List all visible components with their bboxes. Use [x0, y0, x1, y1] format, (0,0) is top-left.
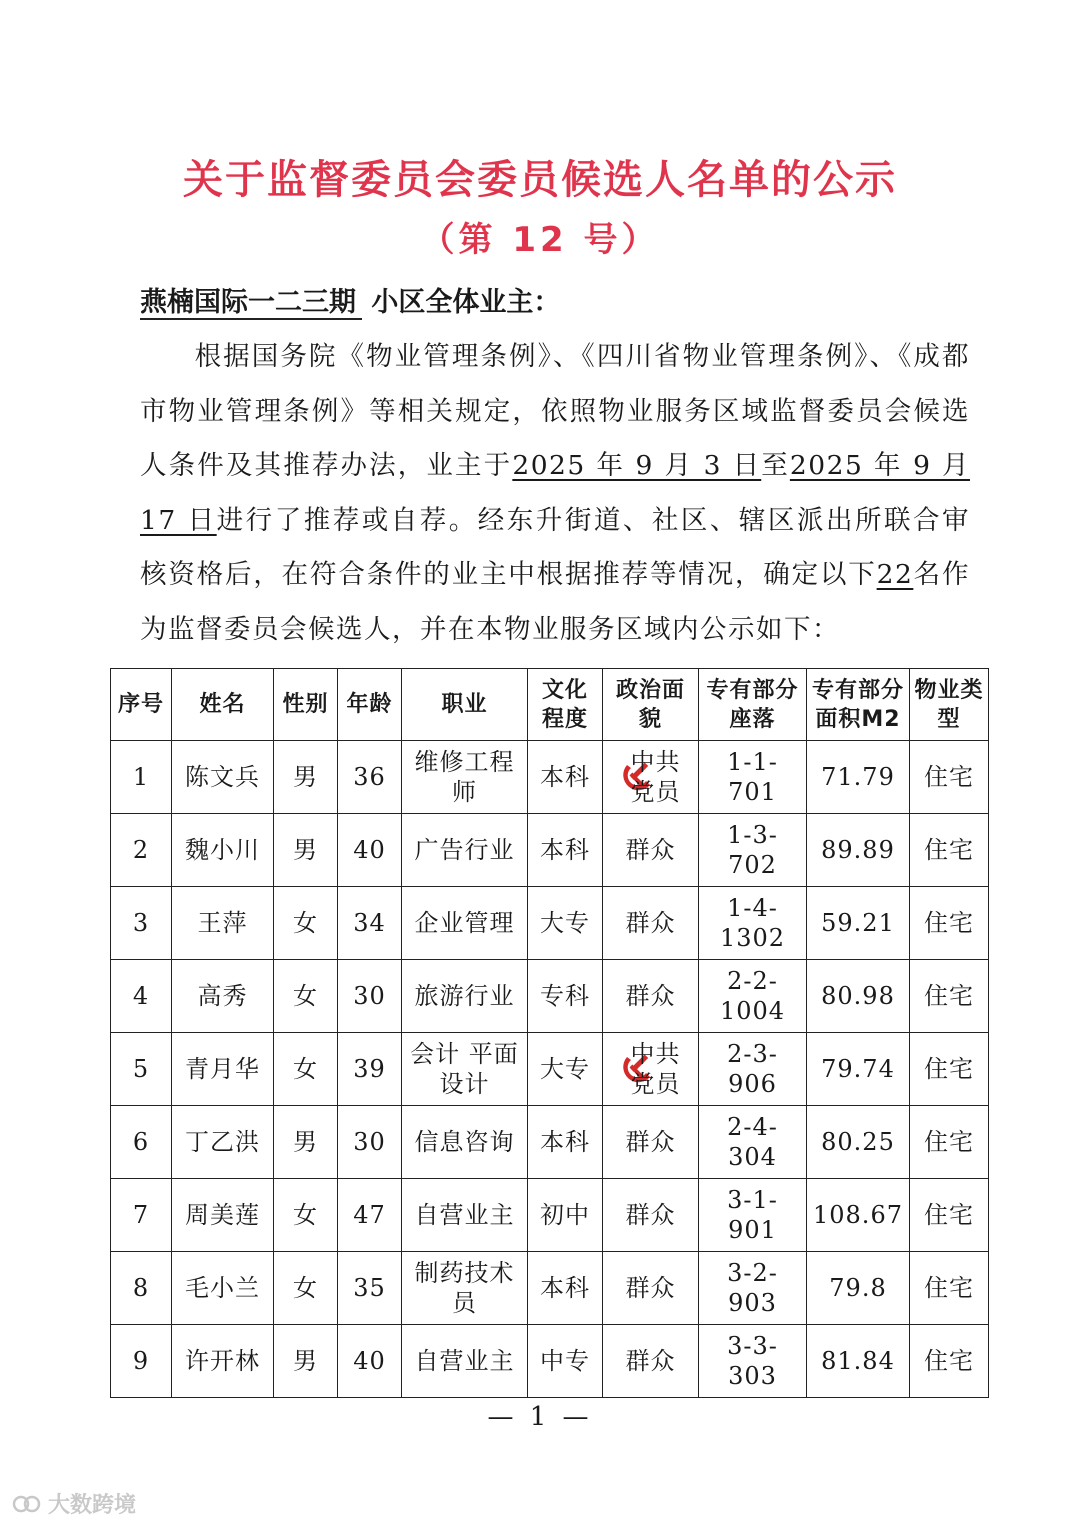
- cell-unit: 3-1-901: [699, 1179, 807, 1252]
- table-row: [111, 1252, 989, 1325]
- cell-seq: 4: [111, 960, 172, 1033]
- cell-unit: 1-3-702: [699, 814, 807, 887]
- cell-politics: 群众: [603, 814, 699, 887]
- cell-gender: 女: [274, 960, 338, 1033]
- cell-education: 初中: [528, 1179, 603, 1252]
- cell-area: 79.74: [807, 1033, 910, 1106]
- start-date: 2025 年 9 月 3 日: [512, 450, 762, 481]
- cell-seq: 7: [111, 1179, 172, 1252]
- cell-area: 80.25: [807, 1106, 910, 1179]
- cell-name: 青月华: [172, 1033, 274, 1106]
- cell-unit: 2-4-304: [699, 1106, 807, 1179]
- header-age: 年龄: [338, 669, 402, 741]
- cell-name: 王萍: [172, 887, 274, 960]
- cell-education: 本科: [528, 1252, 603, 1325]
- cell-age: 40: [338, 814, 402, 887]
- cell-type: 住宅: [910, 1179, 989, 1252]
- cell-education: 本科: [528, 741, 603, 814]
- cell-type: 住宅: [910, 814, 989, 887]
- table-row: [111, 1033, 989, 1106]
- cell-gender: 女: [274, 887, 338, 960]
- table-row: [111, 814, 989, 887]
- end-date: 2025 年 9 月 17 日: [140, 450, 971, 536]
- cell-area: 79.8: [807, 1252, 910, 1325]
- table-header-row: [111, 669, 989, 741]
- watermark: [12, 1488, 136, 1519]
- table-row: [111, 1325, 989, 1398]
- para-part4: 名作为监督委员会候选人，并在本物业服务区域内公示如下：: [140, 559, 971, 645]
- cell-age: 30: [338, 960, 402, 1033]
- header-type: 物业类型: [910, 669, 989, 741]
- table-row: [111, 1106, 989, 1179]
- cell-job: 制药技术员: [402, 1252, 528, 1325]
- header-name: 姓名: [172, 669, 274, 741]
- cell-politics: 群众: [603, 1325, 699, 1398]
- cell-gender: 女: [274, 1179, 338, 1252]
- party-member-badge: [621, 747, 681, 807]
- header-politics: 政治面貌: [603, 669, 699, 741]
- cell-seq: 2: [111, 814, 172, 887]
- cell-seq: 3: [111, 887, 172, 960]
- cell-name: 陈文兵: [172, 741, 274, 814]
- cell-area: 80.98: [807, 960, 910, 1033]
- header-seq: 序号: [111, 669, 172, 741]
- cell-type: 住宅: [910, 1106, 989, 1179]
- watermark-logo-icon: [12, 1491, 42, 1517]
- cell-education: 本科: [528, 814, 603, 887]
- cell-type: 住宅: [910, 1252, 989, 1325]
- cell-area: 89.89: [807, 814, 910, 887]
- cell-gender: 男: [274, 1325, 338, 1398]
- cell-unit: 1-4-1302: [699, 887, 807, 960]
- cell-name: 许开林: [172, 1325, 274, 1398]
- body-paragraph: [140, 330, 970, 657]
- cell-politics: 群众: [603, 960, 699, 1033]
- cell-education: 大专: [528, 887, 603, 960]
- cell-politics: 群众: [603, 887, 699, 960]
- cell-area: 108.67: [807, 1179, 910, 1252]
- cell-job: 广告行业: [402, 814, 528, 887]
- cell-politics: [603, 741, 699, 814]
- cell-job: 信息咨询: [402, 1106, 528, 1179]
- cell-gender: 女: [274, 1033, 338, 1106]
- candidate-table: [110, 668, 989, 1398]
- cell-seq: 8: [111, 1252, 172, 1325]
- cell-type: 住宅: [910, 1033, 989, 1106]
- cell-gender: 男: [274, 814, 338, 887]
- watermark-text: 大数跨境: [48, 1493, 137, 1518]
- header-area: 专有部分面积M2: [807, 669, 910, 741]
- cell-name: 魏小川: [172, 814, 274, 887]
- cell-age: 35: [338, 1252, 402, 1325]
- cell-gender: 女: [274, 1252, 338, 1325]
- document-title: 关于监督委员会委员候选人名单的公示: [183, 157, 897, 203]
- cell-education: 本科: [528, 1106, 603, 1179]
- cell-type: 住宅: [910, 960, 989, 1033]
- salutation-community: 燕楠国际一二三期: [140, 287, 362, 320]
- cell-job: 维修工程师: [402, 741, 528, 814]
- cell-area: 81.84: [807, 1325, 910, 1398]
- table-row: [111, 887, 989, 960]
- cell-type: 住宅: [910, 887, 989, 960]
- cell-seq: 5: [111, 1033, 172, 1106]
- cell-job: 自营业主: [402, 1325, 528, 1398]
- cell-age: 39: [338, 1033, 402, 1106]
- header-gender: 性别: [274, 669, 338, 741]
- cell-name: 毛小兰: [172, 1252, 274, 1325]
- cell-name: 周美莲: [172, 1179, 274, 1252]
- table-row: [111, 1179, 989, 1252]
- cell-name: 高秀: [172, 960, 274, 1033]
- cell-job: 会计 平面设计: [402, 1033, 528, 1106]
- cell-education: 大专: [528, 1033, 603, 1106]
- header-education: 文化程度: [528, 669, 603, 741]
- cell-job: 旅游行业: [402, 960, 528, 1033]
- header-job: 职业: [402, 669, 528, 741]
- politics-text: 中共党员: [630, 748, 681, 806]
- table-row: [111, 741, 989, 814]
- cell-age: 40: [338, 1325, 402, 1398]
- header-unit: 专有部分座落: [699, 669, 807, 741]
- cell-age: 47: [338, 1179, 402, 1252]
- cell-politics: 群众: [603, 1252, 699, 1325]
- table-row: [111, 960, 989, 1033]
- cell-unit: 3-2-903: [699, 1252, 807, 1325]
- cell-age: 30: [338, 1106, 402, 1179]
- cell-area: 59.21: [807, 887, 910, 960]
- document-number: （第 12 号）: [420, 220, 660, 260]
- page-number: — 1 —: [487, 1402, 593, 1432]
- cell-gender: 男: [274, 741, 338, 814]
- para-part1: 根据国务院《物业管理条例》、《四川省物业管理条例》、《成都市物业管理条例》等相关规定，依照物业服务区域监督委员会候选人条件及其推荐办法，业主于: [140, 341, 970, 481]
- cell-unit: 3-3-303: [699, 1325, 807, 1398]
- cell-type: 住宅: [910, 1325, 989, 1398]
- cell-age: 36: [338, 741, 402, 814]
- candidate-count: 22: [876, 559, 914, 590]
- cell-seq: 6: [111, 1106, 172, 1179]
- cell-politics: 群众: [603, 1179, 699, 1252]
- salutation-rest: 小区全体业主：: [371, 287, 561, 318]
- cell-area: 71.79: [807, 741, 910, 814]
- cell-politics: [603, 1033, 699, 1106]
- cell-politics: 群众: [603, 1106, 699, 1179]
- politics-text: 中共党员: [630, 1040, 681, 1098]
- cell-education: 专科: [528, 960, 603, 1033]
- cell-unit: 1-1-701: [699, 741, 807, 814]
- cell-job: 企业管理: [402, 887, 528, 960]
- salutation: [140, 280, 560, 319]
- cell-unit: 2-3-906: [699, 1033, 807, 1106]
- cell-job: 自营业主: [402, 1179, 528, 1252]
- para-part2: 至: [761, 450, 790, 481]
- cell-education: 中专: [528, 1325, 603, 1398]
- cell-seq: 9: [111, 1325, 172, 1398]
- cell-age: 34: [338, 887, 402, 960]
- cell-name: 丁乙洪: [172, 1106, 274, 1179]
- cell-seq: 1: [111, 741, 172, 814]
- cell-gender: 男: [274, 1106, 338, 1179]
- cell-type: 住宅: [910, 741, 989, 814]
- cell-unit: 2-2-1004: [699, 960, 807, 1033]
- party-member-badge: [621, 1039, 681, 1099]
- para-part3: 进行了推荐或自荐。经东升街道、社区、辖区派出所联合审核资格后，在符合条件的业主中根据推荐等情况，确定以下: [140, 504, 970, 590]
